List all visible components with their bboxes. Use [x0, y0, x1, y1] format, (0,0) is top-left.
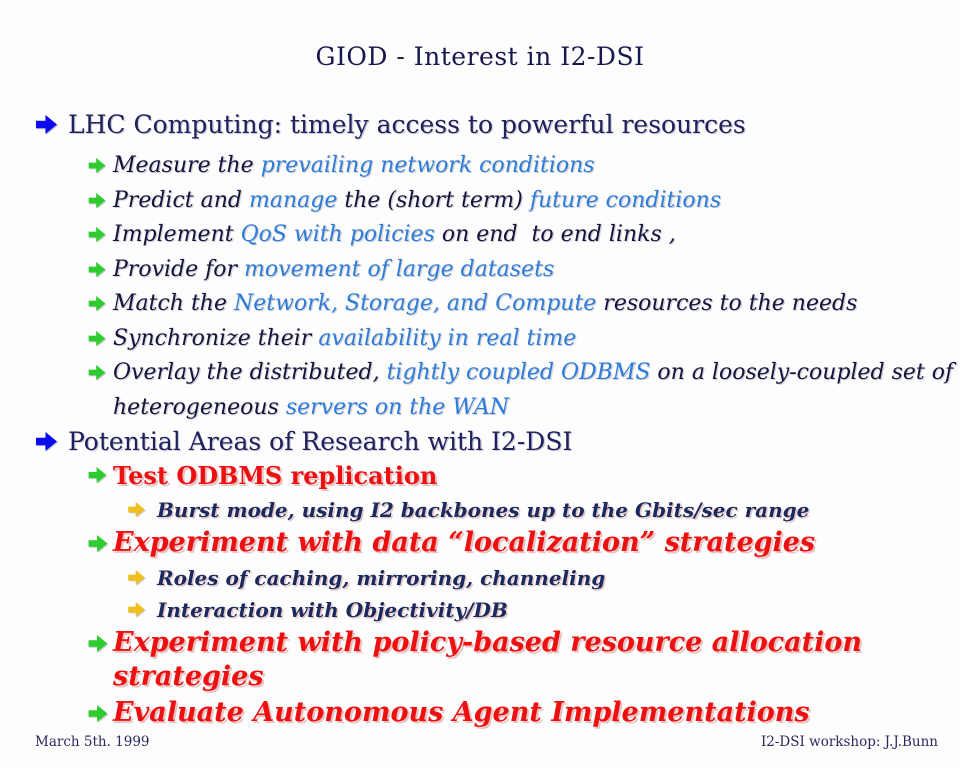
bullet-text: availability in real time: [318, 325, 577, 351]
bullet-text: Potential Areas of Research with I2-DSI: [68, 427, 573, 456]
yellow-arrow-icon: [128, 495, 157, 517]
bullet-text: QoS with policies: [240, 222, 435, 247]
bullet-text: Predict and: [113, 187, 249, 213]
bullet-row: [33, 595, 952, 625]
slide-footer: [35, 734, 938, 750]
bullet-row: [33, 563, 952, 593]
bullet-segments: [113, 526, 815, 561]
footer-credit: I2-DSI workshop: J.J.Bunn: [760, 734, 938, 750]
bullet-text: Interaction with Objectivity/DB: [157, 597, 508, 622]
yellow-arrow-icon: [128, 563, 157, 585]
green-arrow-icon: [88, 526, 113, 552]
blue-arrow-icon: [33, 425, 68, 451]
green-arrow-icon: [88, 626, 113, 652]
bullet-segments: [157, 595, 508, 625]
bullet-text: Evaluate Autonomous Agent Implementations: [113, 696, 810, 728]
bullet-row: [33, 184, 952, 219]
bullet-segments: [68, 108, 746, 142]
bullet-row: [33, 322, 952, 357]
yellow-arrow-icon: [128, 595, 157, 617]
bullet-text: Experiment with data “localization” strategies: [113, 527, 816, 558]
bullet-row: [33, 253, 952, 288]
bullet-segments: [68, 425, 572, 459]
green-arrow-icon: [88, 218, 113, 242]
bullet-row: [33, 218, 952, 253]
green-arrow-icon: [88, 459, 113, 483]
blue-arrow-icon: [33, 108, 68, 134]
bullet-row: [33, 149, 952, 184]
bullet-text: Implement: [113, 222, 241, 247]
bullet-text: Test ODBMS replication: [113, 461, 438, 490]
bullet-segments: [113, 459, 437, 493]
bullet-row: [33, 495, 952, 525]
bullet-text: Match the: [113, 291, 234, 316]
bullet-text: on a loosely-coupled set of: [650, 360, 954, 385]
bullet-text: Network, Storage, and Compute: [234, 291, 597, 316]
bullet-text: on end to end links ,: [434, 222, 676, 247]
bullet-row: [33, 108, 952, 142]
bullet-text: Measure the: [113, 153, 261, 178]
bullet-segments: [113, 253, 554, 288]
bullet-text: LHC Computing: timely access to powerful resources: [68, 110, 746, 139]
bullet-text: the (short term): [337, 187, 530, 213]
bullet-list: [33, 108, 952, 730]
bullet-segments: [113, 356, 953, 425]
bullet-row: [33, 287, 952, 322]
bullet-segments: [113, 149, 595, 184]
bullet-segments: [157, 495, 809, 525]
bullet-row: [33, 526, 952, 561]
bullet-text: manage: [248, 187, 338, 213]
bullet-segments: [113, 184, 721, 219]
bullet-segments: [113, 218, 676, 253]
bullet-text: Experiment with policy-based resource allocation: [113, 626, 863, 658]
bullet-row: [33, 356, 952, 425]
bullet-row: [33, 425, 952, 459]
bullet-segments: [113, 287, 857, 322]
bullet-text: Overlay the distributed,: [113, 360, 387, 385]
bullet-text: strategies: [113, 661, 264, 692]
bullet-text: future conditions: [529, 187, 722, 213]
bullet-text: resources to the needs: [596, 291, 858, 316]
bullet-text: movement of large datasets: [244, 256, 555, 282]
green-arrow-icon: [88, 287, 113, 311]
bullet-text: prevailing network conditions: [260, 153, 595, 178]
footer-date: March 5th. 1999: [35, 734, 150, 750]
bullet-row: [33, 459, 952, 493]
bullet-text: tightly coupled ODBMS: [386, 360, 651, 385]
bullet-segments: [113, 696, 810, 731]
bullet-text: Roles of caching, mirroring, channeling: [157, 565, 606, 590]
bullet-segments: [157, 563, 605, 593]
bullet-row: [33, 626, 952, 695]
green-arrow-icon: [88, 696, 113, 722]
bullet-text: Synchronize their: [113, 325, 319, 351]
green-arrow-icon: [88, 149, 113, 173]
bullet-text: heterogeneous: [113, 394, 286, 420]
bullet-text: Provide for: [113, 256, 245, 282]
bullet-text: servers on the WAN: [285, 394, 509, 420]
green-arrow-icon: [88, 356, 113, 380]
bullet-segments: [113, 322, 576, 357]
green-arrow-icon: [88, 253, 113, 277]
bullet-text: Burst mode, using I2 backbones up to the Gbits/sec range: [157, 498, 810, 522]
green-arrow-icon: [88, 184, 113, 208]
green-arrow-icon: [88, 322, 113, 346]
slide-title: GIOD - Interest in I2-DSI: [315, 42, 645, 71]
bullet-row: [33, 696, 952, 731]
bullet-segments: [113, 626, 862, 695]
